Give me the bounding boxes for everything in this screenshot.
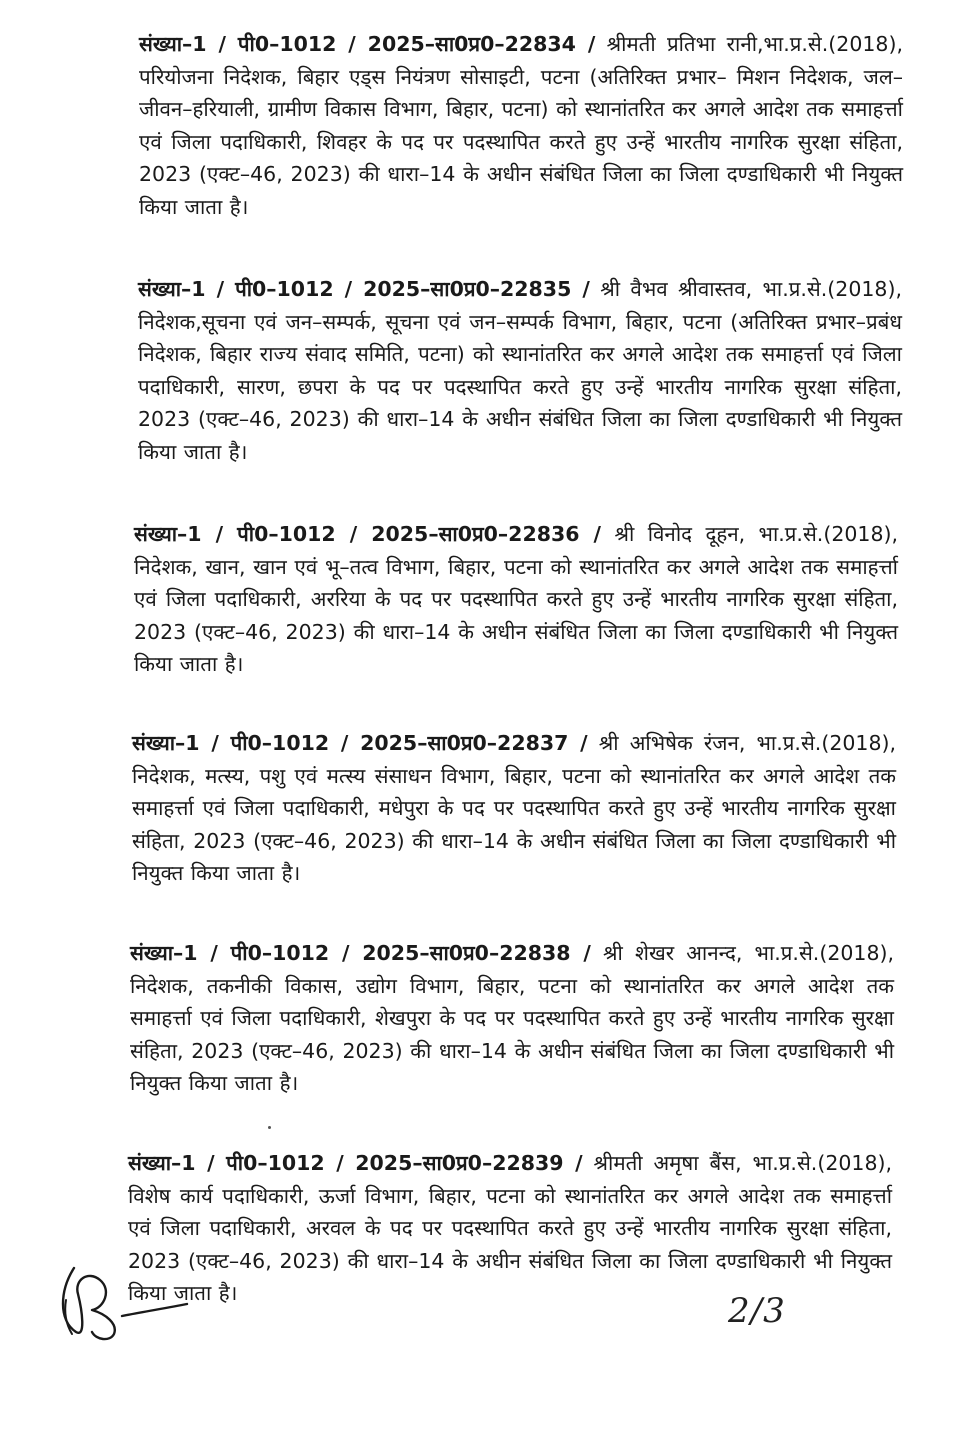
order-reference: संख्या–1 / पी0–1012 / 2025–सा0प्र0–22835 / bbox=[138, 277, 590, 301]
order-reference: संख्या–1 / पी0–1012 / 2025–सा0प्र0–22839 / bbox=[128, 1151, 583, 1175]
transfer-order-2 bbox=[138, 273, 902, 469]
order-text: श्री शेखर आनन्द, भा.प्र.से.(2018), निदेशक, तकनीकी विकास, उद्योग विभाग, बिहार, पटना को स्थानांतरित कर अगले आदेश तक समाहर्त्ता एवं जिला पदाधिकारी, शेखपुरा के पद पर पदस्थापित करते हुए उन्हें भारतीय नागरिक सुरक्षा संहिता, 2023 (एक्ट–46, 2023) की धारा–14 के अधीन संबंधित जिला का जिला दण्डाधिकारी भी नियुक्त किया जाता है। bbox=[130, 941, 895, 1096]
stray-mark bbox=[268, 1126, 271, 1129]
transfer-order-3 bbox=[134, 518, 898, 681]
order-text: श्री विनोद दूहन, भा.प्र.से.(2018), निदेशक, खान, खान एवं भू–तत्व विभाग, बिहार, पटना को स्थानांतरित कर अगले आदेश तक समाहर्त्ता एवं जिला पदाधिकारी, अररिया के पद पर पदस्थापित करते हुए उन्हें भारतीय नागरिक सुरक्षा संहिता, 2023 (एक्ट–46, 2023) की धारा–14 के अधीन संबंधित जिला का जिला दण्डाधिकारी भी नियुक्त किया जाता है। bbox=[134, 522, 899, 677]
order-text: श्रीमती प्रतिभा रानी,भा.प्र.से.(2018), परियोजना निदेशक, बिहार एड्स नियंत्रण सोसाइटी, पटना (अतिरिक्त प्रभार– मिशन निदेशक, जल–जीवन–हरियाली, ग्रामीण विकास विभाग, बिहार, पटना) को स्थानांतरित कर अगले आदेश तक समाहर्त्ता एवं जिला पदाधिकारी, शिवहर के पद पर पदस्थापित करते हुए उन्हें भारतीय नागरिक सुरक्षा संहिता, 2023 (एक्ट–46, 2023) की धारा–14 के अधीन संबंधित जिला का जिला दण्डाधिकारी भी नियुक्त किया जाता है। bbox=[139, 32, 903, 219]
order-reference: संख्या–1 / पी0–1012 / 2025–सा0प्र0–22837 / bbox=[132, 731, 588, 755]
page-number: 2/3 bbox=[728, 1291, 786, 1331]
transfer-order-5 bbox=[130, 937, 894, 1100]
order-reference: संख्या–1 / पी0–1012 / 2025–सा0प्र0–22836 / bbox=[134, 522, 602, 546]
order-reference: संख्या–1 / पी0–1012 / 2025–सा0प्र0–22838 / bbox=[130, 941, 591, 965]
order-text: श्री वैभव श्रीवास्तव, भा.प्र.से.(2018), निदेशक,सूचना एवं जन–सम्पर्क, सूचना एवं जन–सम्पर्क विभाग, बिहार, पटना (अतिरिक्त प्रभार–प्रबंध निदेशक, बिहार राज्य संवाद समिति, पटना) को स्थानांतरित कर अगले आदेश तक समाहर्त्ता एवं जिला पदाधिकारी, सारण, छपरा के पद पर पदस्थापित करते हुए उन्हें भारतीय नागरिक सुरक्षा संहिता, 2023 (एक्ट–46, 2023) की धारा–14 के अधीन संबंधित जिला का जिला दण्डाधिकारी भी नियुक्त किया जाता है। bbox=[138, 277, 902, 464]
transfer-order-6 bbox=[128, 1147, 892, 1310]
transfer-order-1 bbox=[139, 28, 903, 224]
order-text: श्रीमती अमृषा बैंस, भा.प्र.से.(2018), विशेष कार्य पदाधिकारी, ऊर्जा विभाग, बिहार, पटना को स्थानांतरित कर अगले आदेश तक समाहर्त्ता एवं जिला पदाधिकारी, अरवल के पद पर पदस्थापित करते हुए उन्हें भारतीय नागरिक सुरक्षा संहिता, 2023 (एक्ट–46, 2023) की धारा–14 के अधीन संबंधित जिला का जिला दण्डाधिकारी भी नियुक्त किया जाता है। bbox=[128, 1151, 893, 1306]
order-reference: संख्या–1 / पी0–1012 / 2025–सा0प्र0–22834 / bbox=[139, 32, 596, 56]
transfer-order-4 bbox=[132, 727, 896, 890]
order-text: श्री अभिषेक रंजन, भा.प्र.से.(2018), निदेशक, मत्स्य, पशु एवं मत्स्य संसाधन विभाग, बिहार, पटना को स्थानांतरित कर अगले आदेश तक समाहर्त्ता एवं जिला पदाधिकारी, मधेपुरा के पद पर पदस्थापित करते हुए उन्हें भारतीय नागरिक सुरक्षा संहिता, 2023 (एक्ट–46, 2023) की धारा–14 के अधीन संबंधित जिला का जिला दण्डाधिकारी भी नियुक्त किया जाता है। bbox=[132, 731, 896, 886]
handwritten-signature-icon bbox=[52, 1250, 192, 1350]
